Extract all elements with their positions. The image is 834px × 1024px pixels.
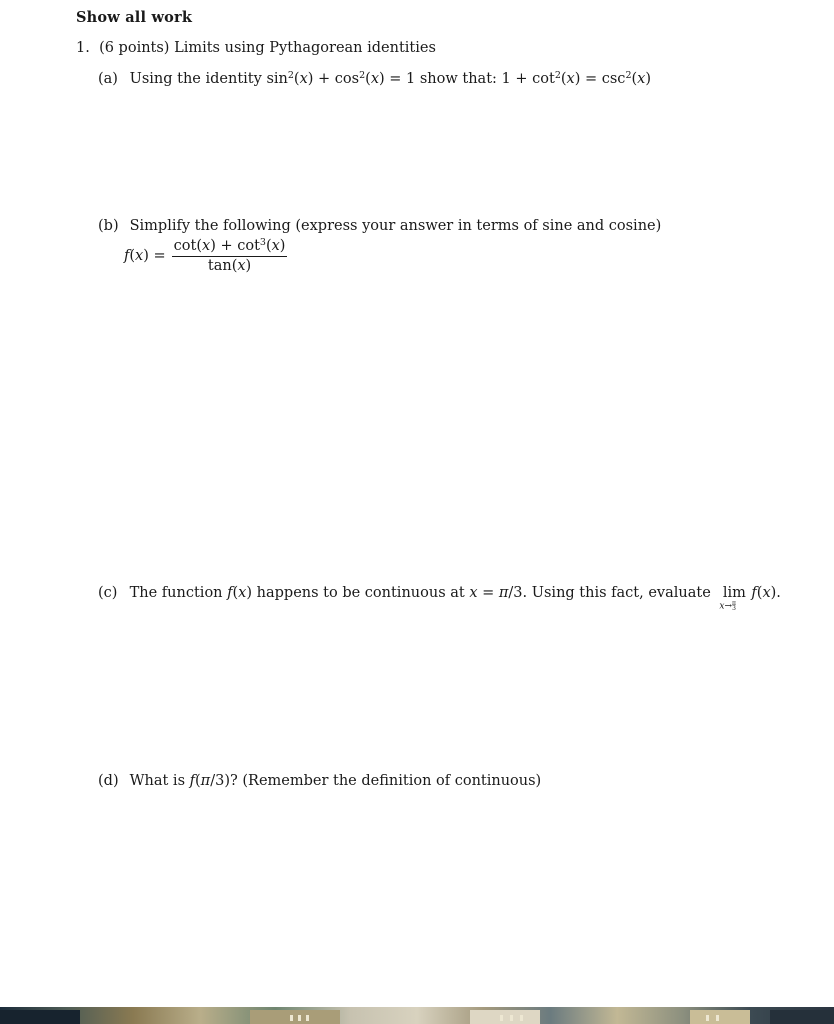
part-c-text-2: happens to be continuous at xyxy=(256,585,465,601)
part-d-text-2: ? (Remember the definition of continuous) xyxy=(229,773,542,789)
strip-window xyxy=(290,1015,293,1021)
target-formula: $1 + \cot^2(x) = \csc^2(x)$ xyxy=(501,69,652,87)
part-c-text-1: The function xyxy=(129,585,223,601)
continuity-point: x = π/3 xyxy=(469,585,523,601)
strip-window xyxy=(298,1015,301,1021)
question-1-title xyxy=(76,40,436,56)
part-a xyxy=(98,71,651,87)
function-lhs: f(x) = xyxy=(124,248,166,264)
identity-formula: $\sin^2(x) + \cos^2(x) = 1$ xyxy=(266,69,416,87)
strip-window xyxy=(510,1015,513,1021)
strip-dark-block xyxy=(0,1010,80,1024)
strip-window xyxy=(716,1015,719,1021)
part-c-label: (c) xyxy=(98,585,118,601)
strip-window xyxy=(500,1015,503,1021)
part-a-label: (a) xyxy=(98,71,118,87)
fraction-denominator: tan(x) xyxy=(207,257,252,274)
part-d-text-1: What is xyxy=(129,773,186,789)
page-heading: Show all work xyxy=(76,9,193,26)
part-b xyxy=(98,218,661,234)
limit-function: f(x). xyxy=(751,585,781,601)
fraction-numerator: $\cot(x) + \cot^3(x)$ xyxy=(172,238,288,257)
strip-building xyxy=(690,1010,750,1024)
part-b-text: Simplify the following (express your answer in terms of sine and cosine) xyxy=(129,218,662,234)
limit-subscript: x→ π 3 xyxy=(719,600,736,612)
function-symbol: f(x) xyxy=(227,585,253,601)
strip-building xyxy=(470,1010,540,1024)
part-a-text-1: Using the identity xyxy=(129,71,262,87)
part-d-label: (d) xyxy=(98,773,119,789)
part-c-text-3: . Using this fact, evaluate xyxy=(522,585,711,601)
function-fraction xyxy=(172,238,288,275)
function-definition xyxy=(124,236,287,276)
question-number: 1. xyxy=(76,40,90,56)
strip-window xyxy=(520,1015,523,1021)
part-a-text-2: show that: xyxy=(419,71,497,87)
question-points: (6 points) xyxy=(99,40,170,56)
strip-window xyxy=(306,1015,309,1021)
function-value: f(π/3) xyxy=(189,773,230,789)
background-photo-strip xyxy=(0,1007,834,1024)
strip-window xyxy=(706,1015,709,1021)
strip-building xyxy=(250,1010,340,1024)
part-c xyxy=(98,585,781,612)
limit-expression: lim x→ π 3 xyxy=(719,585,746,612)
part-d xyxy=(98,773,541,789)
part-b-label: (b) xyxy=(98,218,119,234)
question-title: Limits using Pythagorean identities xyxy=(174,40,436,56)
strip-dark-block xyxy=(770,1010,834,1024)
